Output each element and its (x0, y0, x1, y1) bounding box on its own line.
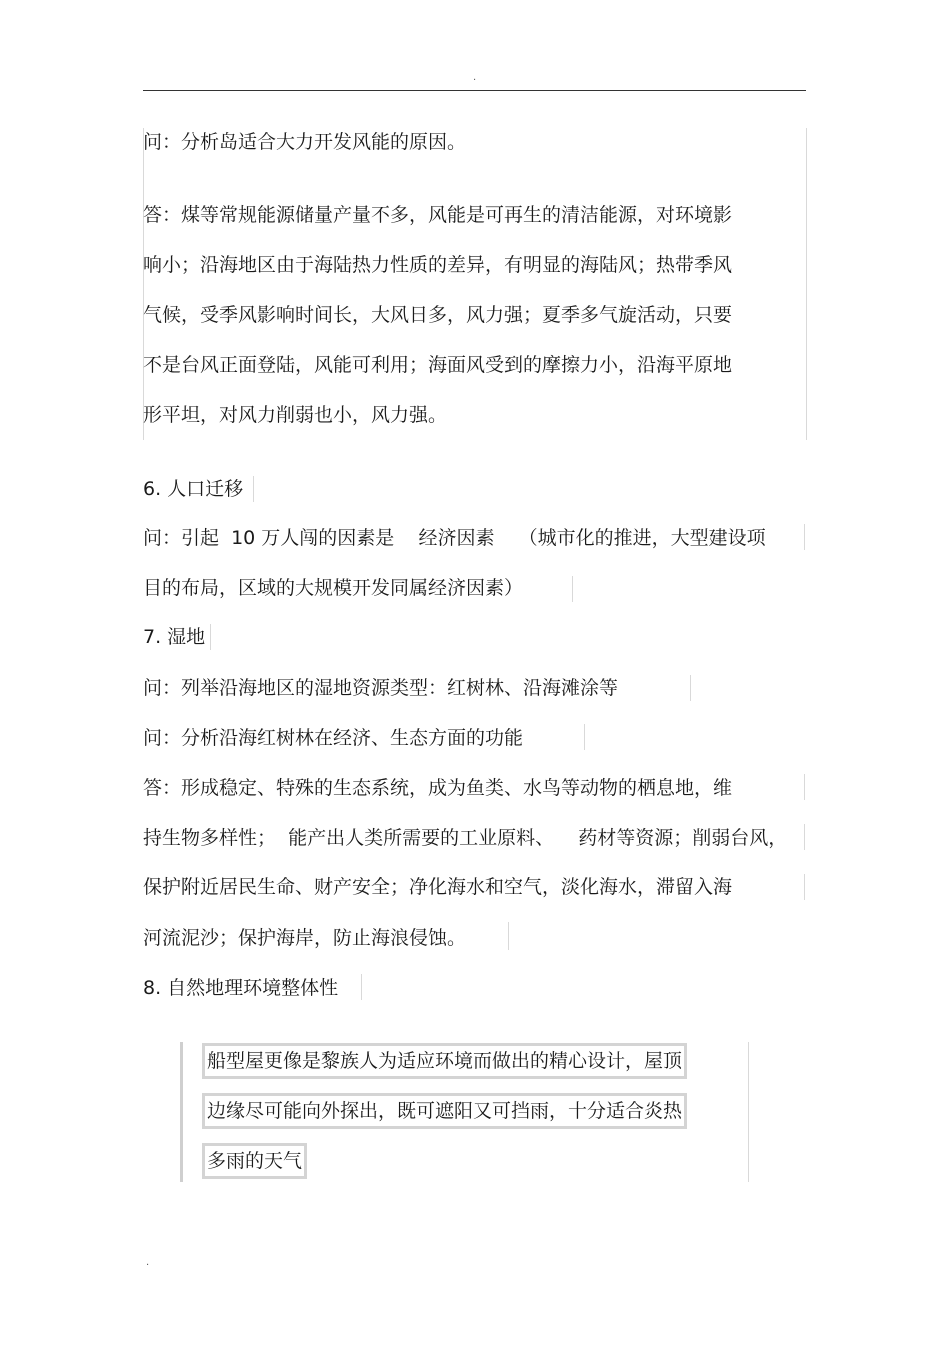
margin-guide (584, 724, 585, 750)
section-heading: 7. 湿地 (143, 626, 206, 648)
header-rule (143, 90, 806, 91)
margin-guide (143, 128, 144, 440)
question-line: 问：引起 10 万人闯的因素是 经济因素 （城市化的推进，大型建设项 (143, 527, 766, 549)
answer-line: 答：煤等常规能源储量产量不多，风能是可再生的清洁能源，对环境影 (143, 204, 733, 226)
answer-line: 响小；沿海地区由于海陆热力性质的差异，有明显的海陆风；热带季风 (143, 254, 733, 276)
answer-line: 形平坦，对风力削弱也小，风力强。 (143, 404, 448, 426)
margin-guide (806, 128, 807, 440)
question-line: 问：分析沿海红树林在经济、生态方面的功能 (143, 727, 524, 749)
section-heading: 6. 人口迁移 (143, 478, 244, 500)
margin-guide (804, 774, 805, 800)
quote-box-line: 多雨的天气 (202, 1143, 307, 1179)
question-line: 问：列举沿海地区的湿地资源类型：红树林、沿海滩涂等 (143, 677, 619, 699)
margin-guide (804, 524, 805, 550)
margin-guide (210, 624, 211, 650)
answer-line: 答：形成稳定、特殊的生态系统，成为鱼类、水鸟等动物的栖息地，维 (143, 777, 733, 799)
answer-line: 不是台风正面登陆，风能可利用；海面风受到的摩擦力小，沿海平原地 (143, 354, 733, 376)
margin-guide (361, 974, 362, 1000)
question-wind-energy: 问：分析岛适合大力开发风能的原因。 (143, 131, 467, 153)
margin-guide (804, 874, 805, 900)
margin-guide (748, 1042, 749, 1182)
section-heading: 8. 自然地理环境整体性 (143, 977, 339, 999)
footer-dot: . (146, 1257, 150, 1268)
answer-line: 持生物多样性； 能产出人类所需要的工业原料、 药材等资源；削弱台风， (143, 827, 788, 849)
quote-box-line: 船型屋更像是黎族人为适应环境而做出的精心设计，屋顶 (202, 1043, 687, 1079)
margin-guide (572, 576, 573, 602)
answer-line: 河流泥沙；保护海岸，防止海浪侵蚀。 (143, 927, 467, 949)
quote-block-border (180, 1042, 183, 1182)
margin-guide (804, 824, 805, 850)
margin-guide (508, 922, 509, 950)
answer-line: 气候，受季风影响时间长，大风日多，风力强；夏季多气旋活动，只要 (143, 304, 733, 326)
question-line: 目的布局，区域的大规模开发同属经济因素） (143, 577, 524, 599)
margin-guide (253, 476, 254, 502)
header-dot: . (473, 72, 477, 83)
answer-line: 保护附近居民生命、财产安全；净化海水和空气，淡化海水，滞留入海 (143, 876, 733, 898)
margin-guide (690, 675, 691, 701)
quote-box-line: 边缘尽可能向外探出，既可遮阳又可挡雨，十分适合炎热 (202, 1093, 687, 1129)
